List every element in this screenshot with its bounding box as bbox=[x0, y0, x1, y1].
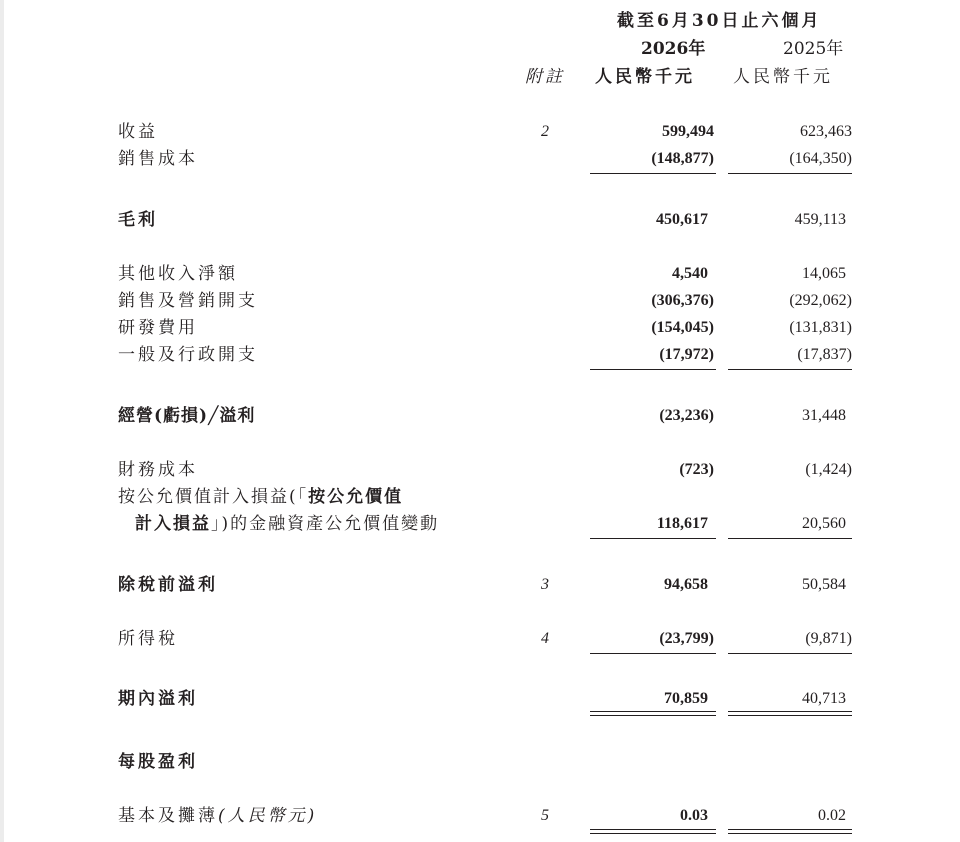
row-label-fvtpl-line1 bbox=[118, 486, 403, 508]
subtotal-rule bbox=[590, 538, 716, 539]
row-label-admin-expenses: 一般及行政開支 bbox=[118, 345, 258, 365]
value-prior-eps: 0.02 bbox=[818, 807, 846, 824]
value-current-eps: 0.03 bbox=[680, 807, 708, 824]
value-current-other-income: 4,540 bbox=[672, 265, 708, 282]
row-label-pbt: 除稅前溢利 bbox=[118, 575, 218, 595]
row-label-selling-expenses: 銷售及營銷開支 bbox=[118, 291, 258, 311]
fvtpl-label-part: 按公允價值計入損益(「 bbox=[118, 487, 309, 507]
row-label-gross-profit: 毛利 bbox=[118, 210, 158, 230]
value-current-rd-expenses: (154,045) bbox=[651, 319, 714, 336]
row-label-tax: 所得稅 bbox=[118, 629, 178, 649]
eps-label: 基本及攤薄 bbox=[118, 806, 218, 826]
year-prior-heading: 2025年 bbox=[783, 39, 844, 59]
eps-unit-label: (人民幣元) bbox=[218, 806, 318, 826]
value-prior-selling-expenses: (292,062) bbox=[789, 292, 852, 309]
subtotal-rule bbox=[728, 653, 852, 654]
row-label-operating: 經營(虧損)╱溢利 bbox=[118, 406, 256, 426]
note-column-heading: 附註 bbox=[525, 67, 565, 87]
value-prior-operating: 31,448 bbox=[802, 407, 846, 424]
value-prior-cost-of-sales: (164,350) bbox=[789, 150, 852, 167]
row-label-fvtpl-line2 bbox=[135, 513, 439, 535]
subtotal-rule bbox=[728, 173, 852, 174]
value-current-operating: (23,236) bbox=[659, 407, 714, 424]
row-label-cost-of-sales: 銷售成本 bbox=[118, 149, 198, 169]
row-label-rd-expenses: 研發費用 bbox=[118, 318, 198, 338]
year-current-heading: 2026年 bbox=[641, 39, 706, 59]
value-current-gross-profit: 450,617 bbox=[656, 211, 708, 228]
value-current-fvtpl: 118,617 bbox=[656, 515, 708, 532]
value-current-admin-expenses: (17,972) bbox=[659, 346, 714, 363]
subtotal-rule bbox=[728, 369, 852, 370]
note-ref-revenue: 2 bbox=[541, 123, 549, 140]
value-prior-fvtpl: 20,560 bbox=[802, 515, 846, 532]
fvtpl-defined-term: 計入損益 bbox=[135, 514, 211, 534]
value-prior-pbt: 50,584 bbox=[802, 576, 846, 593]
fvtpl-defined-term: 按公允價值 bbox=[308, 487, 404, 507]
period-heading: 截至6月30日止六個月 bbox=[617, 11, 822, 31]
subtotal-rule bbox=[590, 653, 716, 654]
value-current-finance-costs: (723) bbox=[679, 461, 714, 478]
subtotal-rule bbox=[590, 369, 716, 370]
value-current-tax: (23,799) bbox=[659, 630, 714, 647]
value-current-cost-of-sales: (148,877) bbox=[651, 150, 714, 167]
value-prior-finance-costs: (1,424) bbox=[805, 461, 852, 478]
note-ref-eps: 5 bbox=[541, 807, 549, 824]
section-heading-eps: 每股盈利 bbox=[118, 752, 198, 772]
subtotal-rule bbox=[590, 173, 716, 174]
total-double-rule bbox=[590, 829, 716, 834]
value-current-revenue: 599,494 bbox=[662, 123, 714, 140]
row-label-revenue: 收益 bbox=[118, 122, 158, 142]
value-prior-tax: (9,871) bbox=[805, 630, 852, 647]
value-prior-profit: 40,713 bbox=[802, 690, 846, 707]
total-double-rule bbox=[728, 711, 852, 716]
fvtpl-label-part: 」)的金融資產公允價值變動 bbox=[211, 514, 440, 534]
row-label-profit: 期內溢利 bbox=[118, 689, 198, 709]
value-prior-rd-expenses: (131,831) bbox=[789, 319, 852, 336]
value-current-selling-expenses: (306,376) bbox=[651, 292, 714, 309]
row-label-other-income: 其他收入淨額 bbox=[118, 264, 238, 284]
value-prior-revenue: 623,463 bbox=[800, 123, 852, 140]
unit-current-heading: 人民幣千元 bbox=[595, 67, 695, 87]
page-edge bbox=[0, 0, 4, 842]
note-ref-pbt: 3 bbox=[541, 576, 549, 593]
value-current-profit: 70,859 bbox=[664, 690, 708, 707]
value-prior-gross-profit: 459,113 bbox=[794, 211, 846, 228]
total-double-rule bbox=[590, 711, 716, 716]
row-label-finance-costs: 財務成本 bbox=[118, 460, 198, 480]
value-prior-admin-expenses: (17,837) bbox=[797, 346, 852, 363]
note-ref-tax: 4 bbox=[541, 630, 549, 647]
row-label-eps bbox=[118, 805, 317, 827]
unit-prior-heading: 人民幣千元 bbox=[733, 67, 833, 87]
total-double-rule bbox=[728, 829, 852, 834]
subtotal-rule bbox=[728, 538, 852, 539]
value-current-pbt: 94,658 bbox=[664, 576, 708, 593]
value-prior-other-income: 14,065 bbox=[802, 265, 846, 282]
